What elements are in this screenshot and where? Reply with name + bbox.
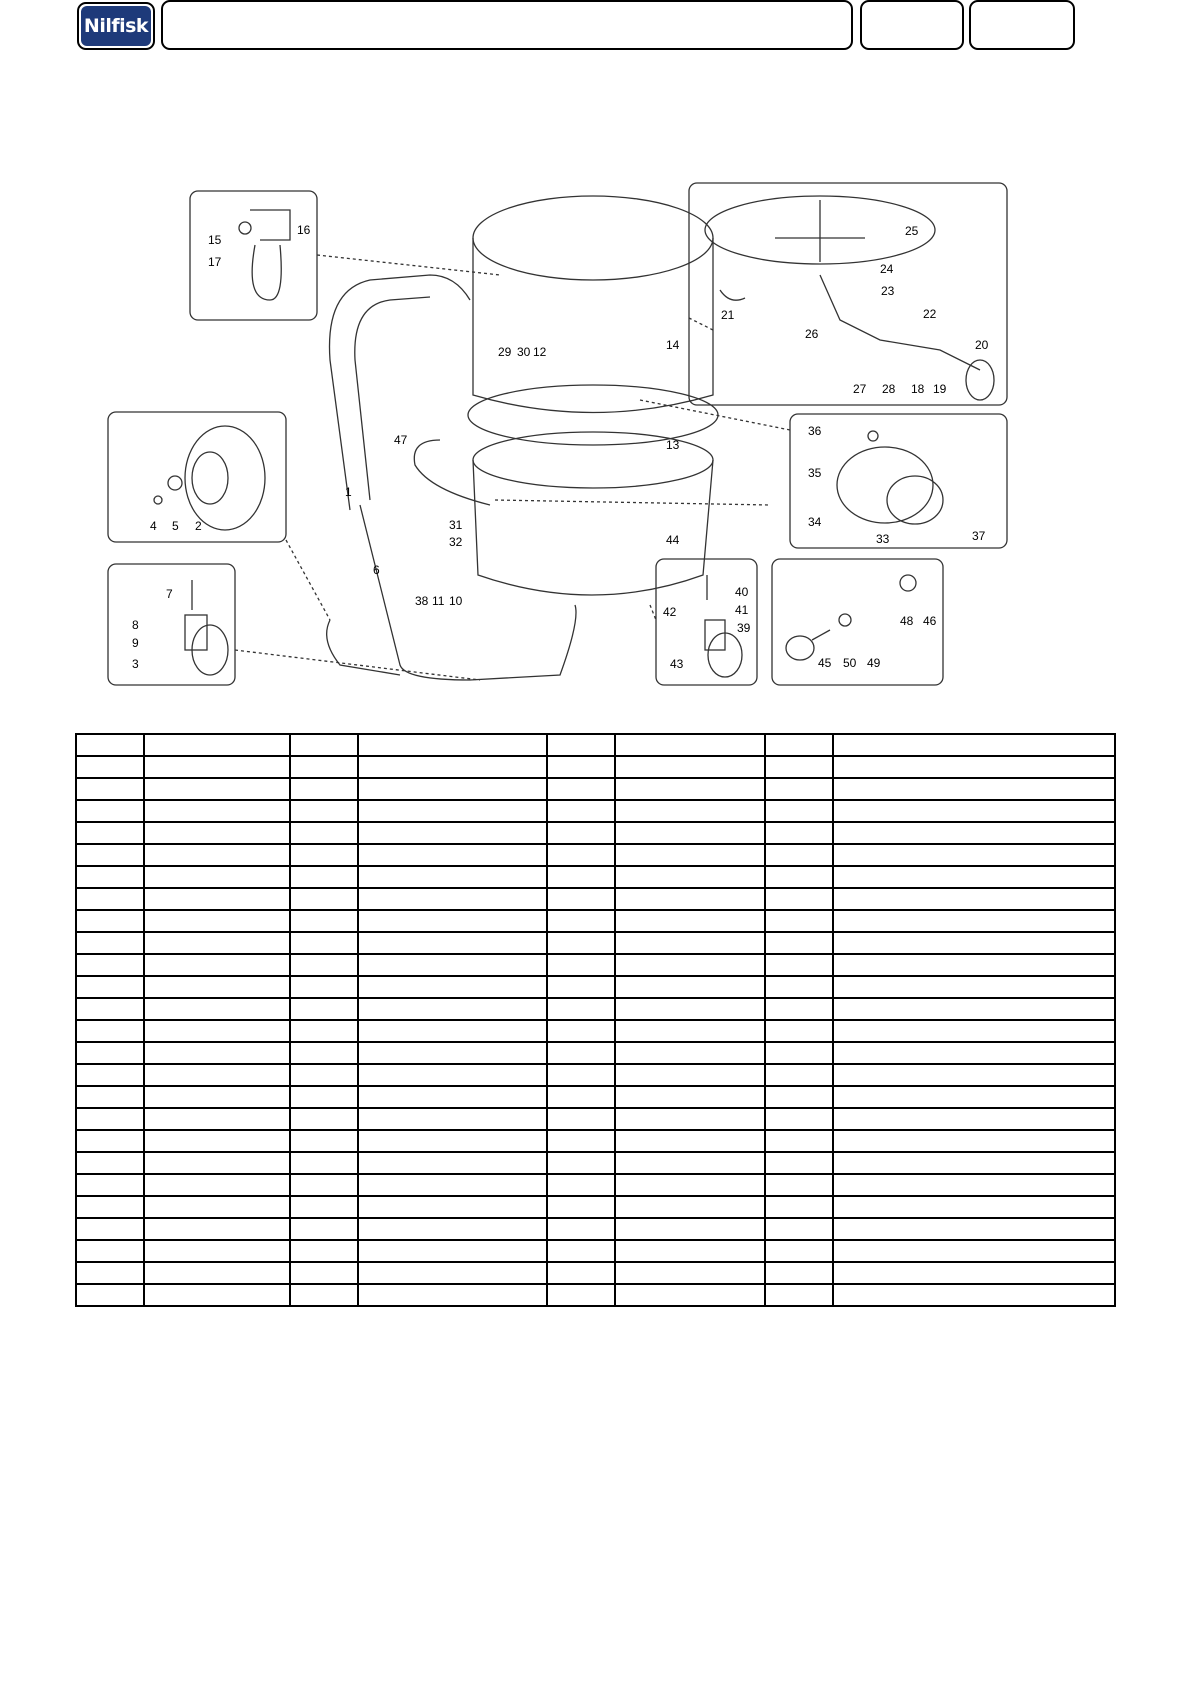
table-cell-description xyxy=(144,866,290,888)
table-cell-description xyxy=(833,998,1115,1020)
table-cell-ref xyxy=(290,1086,358,1108)
hose xyxy=(414,440,490,505)
table-cell-ref xyxy=(765,822,833,844)
table-cell-ref xyxy=(76,756,144,778)
callout-5: 5 xyxy=(172,519,179,533)
table-row xyxy=(76,1020,1115,1042)
table-cell-ref xyxy=(290,800,358,822)
callout-34: 34 xyxy=(808,515,822,529)
table-cell-description xyxy=(144,1086,290,1108)
callout-19: 19 xyxy=(933,382,947,396)
callout-20: 20 xyxy=(975,338,989,352)
table-cell-description xyxy=(358,954,547,976)
callout-6: 6 xyxy=(373,563,380,577)
table-cell-ref xyxy=(547,1152,615,1174)
callout-22: 22 xyxy=(923,307,937,321)
table-cell-ref xyxy=(765,756,833,778)
table-row xyxy=(76,1086,1115,1108)
table-cell-description xyxy=(615,1152,765,1174)
table-cell-description xyxy=(833,1284,1115,1306)
table-cell-ref xyxy=(76,822,144,844)
table-cell-ref xyxy=(547,998,615,1020)
table-cell-description xyxy=(615,976,765,998)
table-cell-ref xyxy=(76,866,144,888)
table-cell-ref xyxy=(76,1152,144,1174)
table-row xyxy=(76,1152,1115,1174)
table-cell-description xyxy=(358,888,547,910)
table-cell-ref xyxy=(290,954,358,976)
table-cell-ref xyxy=(765,1042,833,1064)
table-cell-ref xyxy=(290,1240,358,1262)
table-cell-description xyxy=(833,1240,1115,1262)
callout-10: 10 xyxy=(449,594,463,608)
callout-48: 48 xyxy=(900,614,914,628)
table-cell-ref xyxy=(765,976,833,998)
table-cell-ref xyxy=(290,1174,358,1196)
table-cell-ref xyxy=(765,1152,833,1174)
callout-25: 25 xyxy=(905,224,919,238)
table-cell-description xyxy=(358,1218,547,1240)
detail-frame-knob xyxy=(772,559,943,685)
table-cell-ref xyxy=(290,1108,358,1130)
table-cell-description xyxy=(615,778,765,800)
table-row xyxy=(76,1218,1115,1240)
table-cell-ref xyxy=(290,844,358,866)
table-cell-description xyxy=(144,998,290,1020)
table-cell-ref xyxy=(765,1240,833,1262)
table-cell-ref xyxy=(547,734,615,756)
table-cell-description xyxy=(833,1174,1115,1196)
table-cell-description xyxy=(358,734,547,756)
callout-17: 17 xyxy=(208,255,222,269)
table-cell-description xyxy=(833,1196,1115,1218)
table-cell-description xyxy=(358,910,547,932)
table-cell-ref xyxy=(76,1218,144,1240)
table-cell-description xyxy=(615,1284,765,1306)
table-cell-description xyxy=(615,932,765,954)
callout-21: 21 xyxy=(721,308,735,322)
callout-11: 11 xyxy=(432,594,445,608)
table-row xyxy=(76,954,1115,976)
table-cell-description xyxy=(358,1042,547,1064)
table-cell-ref xyxy=(76,910,144,932)
callout-43: 43 xyxy=(670,657,684,671)
table-row xyxy=(76,932,1115,954)
table-cell-ref xyxy=(547,756,615,778)
table-cell-ref xyxy=(547,866,615,888)
table-cell-ref xyxy=(76,1284,144,1306)
table-cell-description xyxy=(144,822,290,844)
callout-16: 16 xyxy=(297,223,311,237)
table-cell-description xyxy=(358,1130,547,1152)
table-cell-description xyxy=(358,844,547,866)
table-cell-description xyxy=(615,734,765,756)
table-cell-ref xyxy=(547,1108,615,1130)
table-cell-ref xyxy=(547,844,615,866)
table-cell-description xyxy=(615,1262,765,1284)
table-row xyxy=(76,756,1115,778)
table-cell-description xyxy=(833,822,1115,844)
table-cell-ref xyxy=(290,822,358,844)
table-cell-ref xyxy=(547,1196,615,1218)
table-cell-description xyxy=(833,778,1115,800)
table-cell-ref xyxy=(547,1240,615,1262)
table-cell-description xyxy=(358,1020,547,1042)
table-cell-ref xyxy=(76,1020,144,1042)
table-cell-description xyxy=(833,1042,1115,1064)
callout-26: 26 xyxy=(805,327,819,341)
table-row xyxy=(76,998,1115,1020)
table-cell-description xyxy=(144,1174,290,1196)
table-cell-ref xyxy=(547,1042,615,1064)
table-row xyxy=(76,910,1115,932)
table-cell-description xyxy=(358,1108,547,1130)
table-row xyxy=(76,1108,1115,1130)
table-cell-ref xyxy=(547,888,615,910)
table-cell-ref xyxy=(76,1196,144,1218)
table-cell-ref xyxy=(547,932,615,954)
table-cell-description xyxy=(615,888,765,910)
table-cell-description xyxy=(144,1020,290,1042)
table-cell-description xyxy=(833,1064,1115,1086)
table-cell-ref xyxy=(290,976,358,998)
table-cell-description xyxy=(833,1130,1115,1152)
table-cell-ref xyxy=(76,1064,144,1086)
table-cell-ref xyxy=(290,734,358,756)
table-cell-ref xyxy=(765,998,833,1020)
table-cell-ref xyxy=(765,888,833,910)
table-row xyxy=(76,1130,1115,1152)
table-cell-ref xyxy=(765,1174,833,1196)
table-cell-ref xyxy=(290,932,358,954)
table-row xyxy=(76,1196,1115,1218)
table-cell-ref xyxy=(290,778,358,800)
table-cell-ref xyxy=(765,1130,833,1152)
table-cell-ref xyxy=(765,1196,833,1218)
table-cell-description xyxy=(358,1086,547,1108)
callout-45: 45 xyxy=(818,656,832,670)
callout-41: 41 xyxy=(735,603,749,617)
table-cell-ref xyxy=(290,1020,358,1042)
table-cell-ref xyxy=(765,1086,833,1108)
table-cell-description xyxy=(615,1196,765,1218)
table-cell-ref xyxy=(76,1174,144,1196)
table-row xyxy=(76,866,1115,888)
callout-13: 13 xyxy=(666,438,680,452)
table-row xyxy=(76,844,1115,866)
table-cell-ref xyxy=(547,822,615,844)
table-cell-description xyxy=(144,1240,290,1262)
table-cell-description xyxy=(833,800,1115,822)
table-cell-ref xyxy=(290,888,358,910)
table-cell-description xyxy=(358,778,547,800)
upper-drum-top xyxy=(473,196,713,280)
table-cell-description xyxy=(615,844,765,866)
table-cell-ref xyxy=(76,1086,144,1108)
table-cell-description xyxy=(615,954,765,976)
table-row xyxy=(76,1262,1115,1284)
table-cell-description xyxy=(358,976,547,998)
table-row xyxy=(76,734,1115,756)
table-cell-ref xyxy=(765,778,833,800)
table-cell-description xyxy=(833,932,1115,954)
table-cell-ref xyxy=(547,1064,615,1086)
table-row xyxy=(76,822,1115,844)
trolley-frame xyxy=(327,275,576,680)
callout-23: 23 xyxy=(881,284,895,298)
table-cell-description xyxy=(144,1108,290,1130)
parts-list-table xyxy=(75,733,1116,1307)
table-cell-description xyxy=(144,910,290,932)
table-cell-description xyxy=(358,932,547,954)
drum-ring xyxy=(468,385,718,445)
callout-50: 50 xyxy=(843,656,857,670)
table-cell-ref xyxy=(547,800,615,822)
callout-29: 29 xyxy=(498,345,512,359)
table-row xyxy=(76,888,1115,910)
table-cell-description xyxy=(144,1284,290,1306)
table-cell-description xyxy=(144,1262,290,1284)
table-cell-ref xyxy=(765,734,833,756)
table-cell-description xyxy=(833,1020,1115,1042)
table-cell-description xyxy=(833,888,1115,910)
table-cell-description xyxy=(144,1218,290,1240)
table-cell-ref xyxy=(76,888,144,910)
table-cell-description xyxy=(615,866,765,888)
callout-14: 14 xyxy=(666,338,680,352)
table-cell-ref xyxy=(765,1262,833,1284)
callout-18: 18 xyxy=(911,382,925,396)
table-row xyxy=(76,778,1115,800)
callout-32: 32 xyxy=(449,535,463,549)
table-cell-ref xyxy=(76,1108,144,1130)
table-cell-ref xyxy=(765,866,833,888)
callout-4: 4 xyxy=(150,519,157,533)
table-cell-description xyxy=(833,756,1115,778)
table-cell-description xyxy=(615,800,765,822)
callout-40: 40 xyxy=(735,585,749,599)
table-cell-description xyxy=(833,866,1115,888)
table-cell-ref xyxy=(765,1064,833,1086)
table-cell-ref xyxy=(290,1284,358,1306)
detail-frame-castor-left xyxy=(108,564,235,685)
table-cell-ref xyxy=(547,1284,615,1306)
table-cell-description xyxy=(833,1152,1115,1174)
table-cell-description xyxy=(358,1174,547,1196)
table-cell-description xyxy=(358,800,547,822)
table-cell-description xyxy=(144,888,290,910)
callout-24: 24 xyxy=(880,262,894,276)
table-cell-ref xyxy=(76,844,144,866)
table-cell-description xyxy=(615,1174,765,1196)
table-cell-ref xyxy=(765,1284,833,1306)
table-cell-description xyxy=(358,1196,547,1218)
table-cell-description xyxy=(144,844,290,866)
table-cell-ref xyxy=(547,910,615,932)
table-cell-description xyxy=(144,976,290,998)
table-cell-ref xyxy=(290,998,358,1020)
callout-27: 27 xyxy=(853,382,867,396)
table-cell-ref xyxy=(290,1218,358,1240)
table-cell-description xyxy=(358,1240,547,1262)
table-cell-description xyxy=(144,932,290,954)
table-cell-ref xyxy=(765,932,833,954)
table-row xyxy=(76,800,1115,822)
callout-44: 44 xyxy=(666,533,680,547)
table-cell-description xyxy=(144,1196,290,1218)
detail-frame-handle xyxy=(689,183,1007,405)
table-cell-ref xyxy=(290,756,358,778)
table-cell-ref xyxy=(290,1196,358,1218)
callout-35: 35 xyxy=(808,466,822,480)
table-cell-ref xyxy=(290,1064,358,1086)
table-cell-description xyxy=(833,1108,1115,1130)
table-cell-description xyxy=(833,844,1115,866)
table-cell-description xyxy=(358,1064,547,1086)
table-cell-ref xyxy=(76,976,144,998)
callout-labels xyxy=(132,223,989,671)
table-cell-ref xyxy=(547,976,615,998)
table-cell-ref xyxy=(290,1130,358,1152)
parts-list-body xyxy=(76,734,1115,1306)
table-cell-ref xyxy=(765,1020,833,1042)
callout-30: 30 xyxy=(517,345,531,359)
callout-38: 38 xyxy=(415,594,429,608)
table-cell-description xyxy=(615,756,765,778)
table-cell-ref xyxy=(290,1262,358,1284)
table-cell-ref xyxy=(547,1130,615,1152)
table-cell-description xyxy=(358,998,547,1020)
table-cell-description xyxy=(144,954,290,976)
table-cell-ref xyxy=(765,800,833,822)
table-cell-description xyxy=(833,1086,1115,1108)
table-cell-description xyxy=(833,954,1115,976)
table-cell-ref xyxy=(290,1152,358,1174)
callout-39: 39 xyxy=(737,621,751,635)
table-cell-description xyxy=(615,1130,765,1152)
table-cell-description xyxy=(358,756,547,778)
callout-36: 36 xyxy=(808,424,822,438)
table-cell-description xyxy=(144,800,290,822)
table-cell-description xyxy=(615,1108,765,1130)
table-cell-ref xyxy=(290,1042,358,1064)
table-cell-description xyxy=(144,1064,290,1086)
table-cell-ref xyxy=(765,954,833,976)
table-cell-description xyxy=(833,734,1115,756)
table-cell-description xyxy=(358,1284,547,1306)
upper-drum-body xyxy=(473,238,713,413)
table-cell-ref xyxy=(290,910,358,932)
table-cell-ref xyxy=(547,1218,615,1240)
callout-2: 2 xyxy=(195,519,202,533)
table-row xyxy=(76,1174,1115,1196)
table-cell-description xyxy=(144,1042,290,1064)
callout-12: 12 xyxy=(533,345,547,359)
table-cell-ref xyxy=(76,1042,144,1064)
table-cell-ref xyxy=(76,998,144,1020)
table-row xyxy=(76,1240,1115,1262)
callout-47: 47 xyxy=(394,433,408,447)
table-cell-description xyxy=(615,1064,765,1086)
table-row xyxy=(76,1042,1115,1064)
callout-7: 7 xyxy=(166,587,173,601)
table-cell-description xyxy=(833,976,1115,998)
table-cell-ref xyxy=(76,778,144,800)
brand-logo-text: Nilfisk xyxy=(81,6,151,46)
table-cell-ref xyxy=(765,910,833,932)
callout-31: 31 xyxy=(449,518,463,532)
callout-46: 46 xyxy=(923,614,937,628)
table-row xyxy=(76,1284,1115,1306)
table-cell-ref xyxy=(547,1262,615,1284)
table-cell-description xyxy=(144,1130,290,1152)
callout-49: 49 xyxy=(867,656,881,670)
table-cell-ref xyxy=(290,866,358,888)
callout-9: 9 xyxy=(132,636,139,650)
table-row xyxy=(76,1064,1115,1086)
callout-28: 28 xyxy=(882,382,896,396)
table-cell-description xyxy=(833,1262,1115,1284)
table-cell-ref xyxy=(76,734,144,756)
table-cell-ref xyxy=(547,1174,615,1196)
table-cell-description xyxy=(144,778,290,800)
table-cell-description xyxy=(615,1218,765,1240)
table-cell-description xyxy=(615,1240,765,1262)
table-cell-ref xyxy=(547,1020,615,1042)
table-cell-ref xyxy=(76,1262,144,1284)
table-cell-ref xyxy=(547,1086,615,1108)
table-cell-description xyxy=(144,1152,290,1174)
table-cell-description xyxy=(358,1262,547,1284)
exploded-parts-diagram xyxy=(0,0,1191,700)
table-cell-description xyxy=(615,1020,765,1042)
table-cell-description xyxy=(833,1218,1115,1240)
table-cell-ref xyxy=(547,778,615,800)
table-cell-description xyxy=(615,998,765,1020)
table-cell-ref xyxy=(765,1108,833,1130)
table-cell-ref xyxy=(76,1130,144,1152)
table-cell-description xyxy=(615,1086,765,1108)
table-cell-ref xyxy=(765,844,833,866)
table-cell-ref xyxy=(76,1240,144,1262)
table-row xyxy=(76,976,1115,998)
table-cell-description xyxy=(833,910,1115,932)
table-cell-description xyxy=(615,822,765,844)
callout-3: 3 xyxy=(132,657,139,671)
table-cell-description xyxy=(358,822,547,844)
table-cell-description xyxy=(144,756,290,778)
callout-37: 37 xyxy=(972,529,986,543)
callout-42: 42 xyxy=(663,605,677,619)
table-cell-ref xyxy=(76,932,144,954)
table-cell-ref xyxy=(76,800,144,822)
table-cell-description xyxy=(358,866,547,888)
callout-33: 33 xyxy=(876,532,890,546)
callout-15: 15 xyxy=(208,233,222,247)
table-cell-ref xyxy=(547,954,615,976)
callout-1: 1 xyxy=(345,485,352,499)
table-cell-description xyxy=(615,910,765,932)
callout-8: 8 xyxy=(132,618,139,632)
table-cell-description xyxy=(144,734,290,756)
table-cell-description xyxy=(358,1152,547,1174)
table-cell-description xyxy=(615,1042,765,1064)
table-cell-ref xyxy=(765,1218,833,1240)
table-cell-ref xyxy=(76,954,144,976)
